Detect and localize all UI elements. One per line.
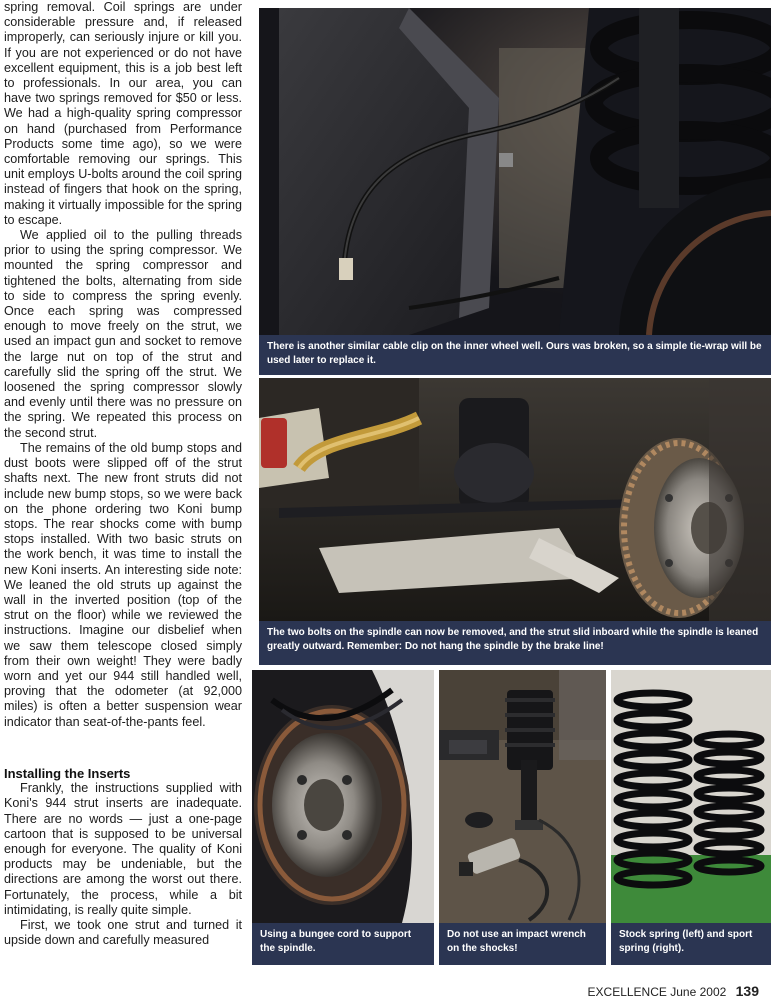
- photo-wheel-well: [259, 8, 771, 335]
- article-paragraph: We applied oil to the pulling threads prior to using the spring compressor. We mounted the spring compressor and tightened the bolts, alternating from side to side to compress the spring evenly. Once each spring was compressed enough to move freely on the strut, we used an impact gun and socket to remove the large nut on top of the strut and carefully slid the spring off the strut. We loosened the spring compressor slowly and evenly until there was no pressure on the spring. We repeated this process on the second strut.: [4, 228, 242, 440]
- photo-caption: There is another similar cable clip on the inner wheel well. Ours was broken, so a simple tie-wrap will be used later to replace it.: [259, 335, 771, 375]
- article-paragraph: The remains of the old bump stops and dust boots were slipped off of the strut shafts next. The new front struts did not include new bump stops, so we were back on the phone ordering two Koni bump stops. The rear shocks come with bump stops installed. With two basic struts on the work bench, it was time to install the new Koni inserts. An interesting side note: We leaned the old struts up against the wall in the inverted position (top of the strut on the floor) while we reviewed the instructions. Imagine our disbelief when we saw them telescope closed simply from their own weight! They were badly worn and yet our 944 still handled well, proving that the odometer (at 92,000 miles) is often a better suspension wear indicator than seat-of-the-pants feel.: [4, 440, 242, 729]
- article-paragraph: First, we took one strut and turned it upside down and carefully measured: [4, 918, 242, 948]
- article-paragraph: Frankly, the instructions supplied with Koni's 944 strut inserts are inadequate. There are no words — just a one-page cartoon that is supposed to be universal enough for everyone. The quality of Koni products may be undeniable, but the directions are among the worst out there. Fortunately, the process, while a bit intimidating, is really quite simple.: [4, 781, 242, 917]
- page-footer: [588, 983, 759, 999]
- photo-impact-wrench: [439, 670, 606, 923]
- photo-spindle: [259, 378, 771, 621]
- photo-bungee-spindle: [252, 670, 434, 923]
- section-subhead: Installing the Inserts: [4, 766, 131, 781]
- article-column-top: [4, 0, 242, 730]
- article-column-bottom: [4, 766, 242, 948]
- page-number: 139: [735, 983, 759, 999]
- issue-date: June 2002: [670, 985, 727, 999]
- photo-caption: The two bolts on the spindle can now be removed, and the strut slid inboard while the spindle is leaned greatly outward. Remember: Do not hang the spindle by the brake line!: [259, 621, 771, 665]
- photo-caption: Do not use an impact wrench on the shocks!: [439, 923, 606, 965]
- photo-springs: [611, 670, 771, 923]
- photo-caption: Using a bungee cord to support the spindle.: [252, 923, 434, 965]
- photo-caption: Stock spring (left) and sport spring (right).: [611, 923, 771, 965]
- magazine-name: EXCELLENCE: [587, 985, 667, 999]
- article-paragraph: spring removal. Coil springs are under considerable pressure and, if released improperly, can seriously injure or kill you. If you are not experienced or do not have excellent equipment, this is a job best left to professionals. In our area, you can have two springs removed for $50 or less. We had a high-quality spring compressor on hand (purchased from Performance Products some time ago), so we were comfortable removing our springs. This unit employs U-bolts around the coil spring instead of fingers that hook on the spring, making it virtually impossible for the spring to escape.: [4, 0, 243, 227]
